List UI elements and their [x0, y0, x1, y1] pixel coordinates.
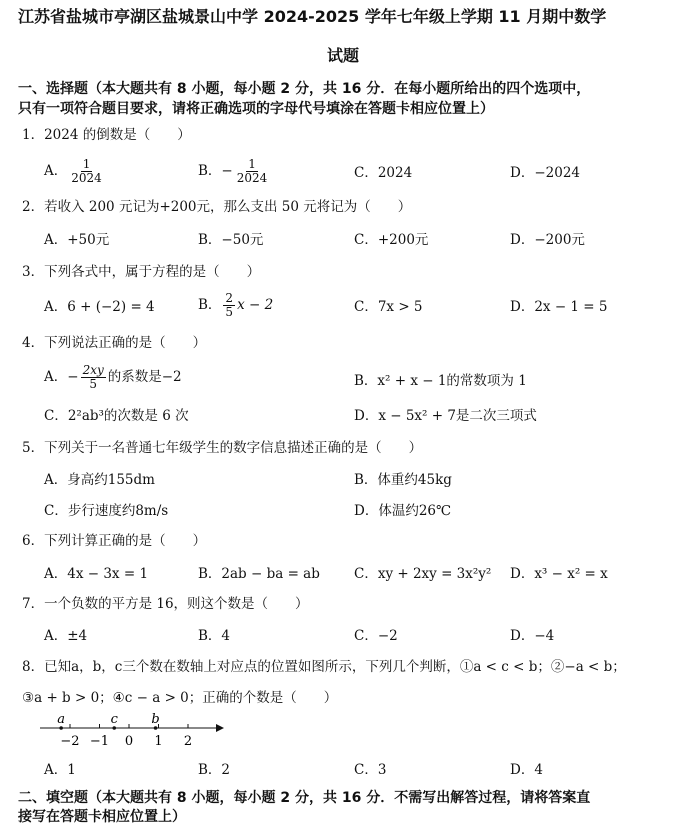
q2-option-c: C．+200元: [354, 232, 429, 248]
number-line-point-label-a: a: [57, 712, 66, 727]
q8-stem-line2: ③a + b > 0；④c − a > 0；正确的个数是（ ）: [22, 690, 338, 706]
q4-option-a: [44, 364, 182, 391]
section2-heading-line2: 接写在答题卡相应位置上）: [18, 809, 186, 825]
q4-a-fraction: [81, 364, 106, 391]
q3-b-denominator: 5: [225, 305, 234, 319]
q4-option-d: D．x − 5x² + 7是二次三项式: [354, 408, 537, 424]
q7-stem: 7．一个负数的平方是 16，则这个数是（ ）: [22, 596, 309, 612]
q4-option-b: B．x² + x − 1的常数项为 1: [354, 373, 527, 389]
q1-b-denominator: 2024: [236, 171, 268, 185]
q3-option-c: C．7x > 5: [354, 299, 423, 315]
number-line-figure: [40, 712, 230, 754]
q7-option-b: B．4: [198, 628, 231, 644]
q1-a-fraction: [69, 158, 104, 185]
q1-b-fraction: [235, 158, 270, 185]
q4-stem: 4．下列说法正确的是（ ）: [22, 335, 207, 351]
page-title-line2: 试题: [327, 46, 360, 65]
q2-option-a: A．+50元: [44, 232, 110, 248]
q4-a-rest: 的系数是−2: [107, 369, 182, 385]
q1-b-label: B．−: [198, 163, 233, 179]
q3-option-a: A．6 + (−2) = 4: [44, 299, 155, 315]
q1-a-label: A．: [44, 163, 68, 179]
q5-option-b: B．体重约45kg: [354, 472, 452, 488]
number-line-tick-label: −1: [89, 734, 110, 749]
q1-stem: 1．2024 的倒数是（ ）: [22, 127, 191, 143]
q2-option-b: B．−50元: [198, 232, 264, 248]
q5-option-d: D．体温约26℃: [354, 503, 452, 519]
number-line-tick-label: −2: [60, 734, 80, 749]
q2-stem: 2．若收入 200 元记为+200元，那么支出 50 元将记为（ ）: [22, 199, 412, 215]
q8-stem-line1: 8．已知a，b，c三个数在数轴上对应点的位置如图所示，下列几个判断，①a < c < b；②−a < b；: [22, 659, 626, 675]
q1-a-numerator: 1: [82, 157, 91, 171]
page-title-line1: 江苏省盐城市亭湖区盐城景山中学 2024-2025 学年七年级上学期 11 月期中数学: [18, 7, 607, 26]
q5-option-c: C．步行速度约8m/s: [44, 503, 169, 519]
q4-a-numerator: 2xy: [82, 363, 104, 377]
number-line-point-label-b: b: [151, 712, 160, 727]
q6-option-d: D．x³ − x² = x: [510, 566, 608, 582]
q8-option-d: D．4: [510, 762, 543, 778]
q6-option-a: A．4x − 3x = 1: [44, 566, 149, 582]
q8-option-a: A．1: [44, 762, 76, 778]
q1-option-a: [44, 158, 106, 185]
section1-heading-line2: 只有一项符合题目要求，请将正确选项的字母代号填涂在答题卡相应位置上）: [18, 101, 494, 117]
q3-b-rest: x − 2: [237, 297, 274, 313]
q3-option-d: D．2x − 1 = 5: [510, 299, 608, 315]
q6-option-b: B．2ab − ba = ab: [198, 566, 320, 582]
q6-option-c: C．xy + 2xy = 3x²y²: [354, 566, 492, 582]
q1-option-c: C．2024: [354, 165, 413, 181]
q7-option-c: C．−2: [354, 628, 398, 644]
q8-option-b: B．2: [198, 762, 231, 778]
q1-option-d: D．−2024: [510, 165, 580, 181]
q7-option-d: D．−4: [510, 628, 555, 644]
q4-a-label: A．−: [44, 369, 79, 385]
section2-heading-line1: 二、填空题（本大题共有 8 小题，每小题 2 分，共 16 分．不需写出解答过程，请将答案直: [18, 790, 591, 806]
q2-option-d: D．−200元: [510, 232, 585, 248]
number-line-point-label-c: c: [110, 712, 118, 727]
q6-stem: 6．下列计算正确的是（ ）: [22, 533, 207, 549]
number-line-tick-label: 0: [124, 734, 134, 749]
q7-option-a: A．±4: [44, 628, 88, 644]
q4-option-c: C．2²ab³的次数是 6 次: [44, 408, 189, 424]
number-line-tick-label: 1: [154, 734, 163, 749]
q5-stem: 5．下列关于一名普通七年级学生的数字信息描述正确的是（ ）: [22, 440, 423, 456]
q1-option-b: [198, 158, 271, 185]
number-line-points: [57, 712, 159, 730]
q5-option-a: A．身高约155dm: [44, 472, 155, 488]
q3-option-b: [198, 292, 273, 319]
number-line-tick-label: 2: [183, 734, 193, 749]
q8-option-c: C．3: [354, 762, 387, 778]
q1-a-denominator: 2024: [71, 171, 102, 185]
q3-b-label: B．: [198, 297, 222, 313]
q3-stem: 3．下列各式中，属于方程的是（ ）: [22, 264, 261, 280]
q3-b-numerator: 2: [225, 291, 234, 305]
number-line-arrow-icon: [216, 724, 224, 732]
q1-b-numerator: 1: [248, 157, 256, 171]
q3-b-fraction: [223, 292, 235, 319]
q4-a-denominator: 5: [89, 377, 97, 391]
section1-heading-line1: 一、选择题（本大题共有 8 小题，每小题 2 分，共 16 分．在每小题所给出的四个选项中，: [18, 81, 591, 97]
